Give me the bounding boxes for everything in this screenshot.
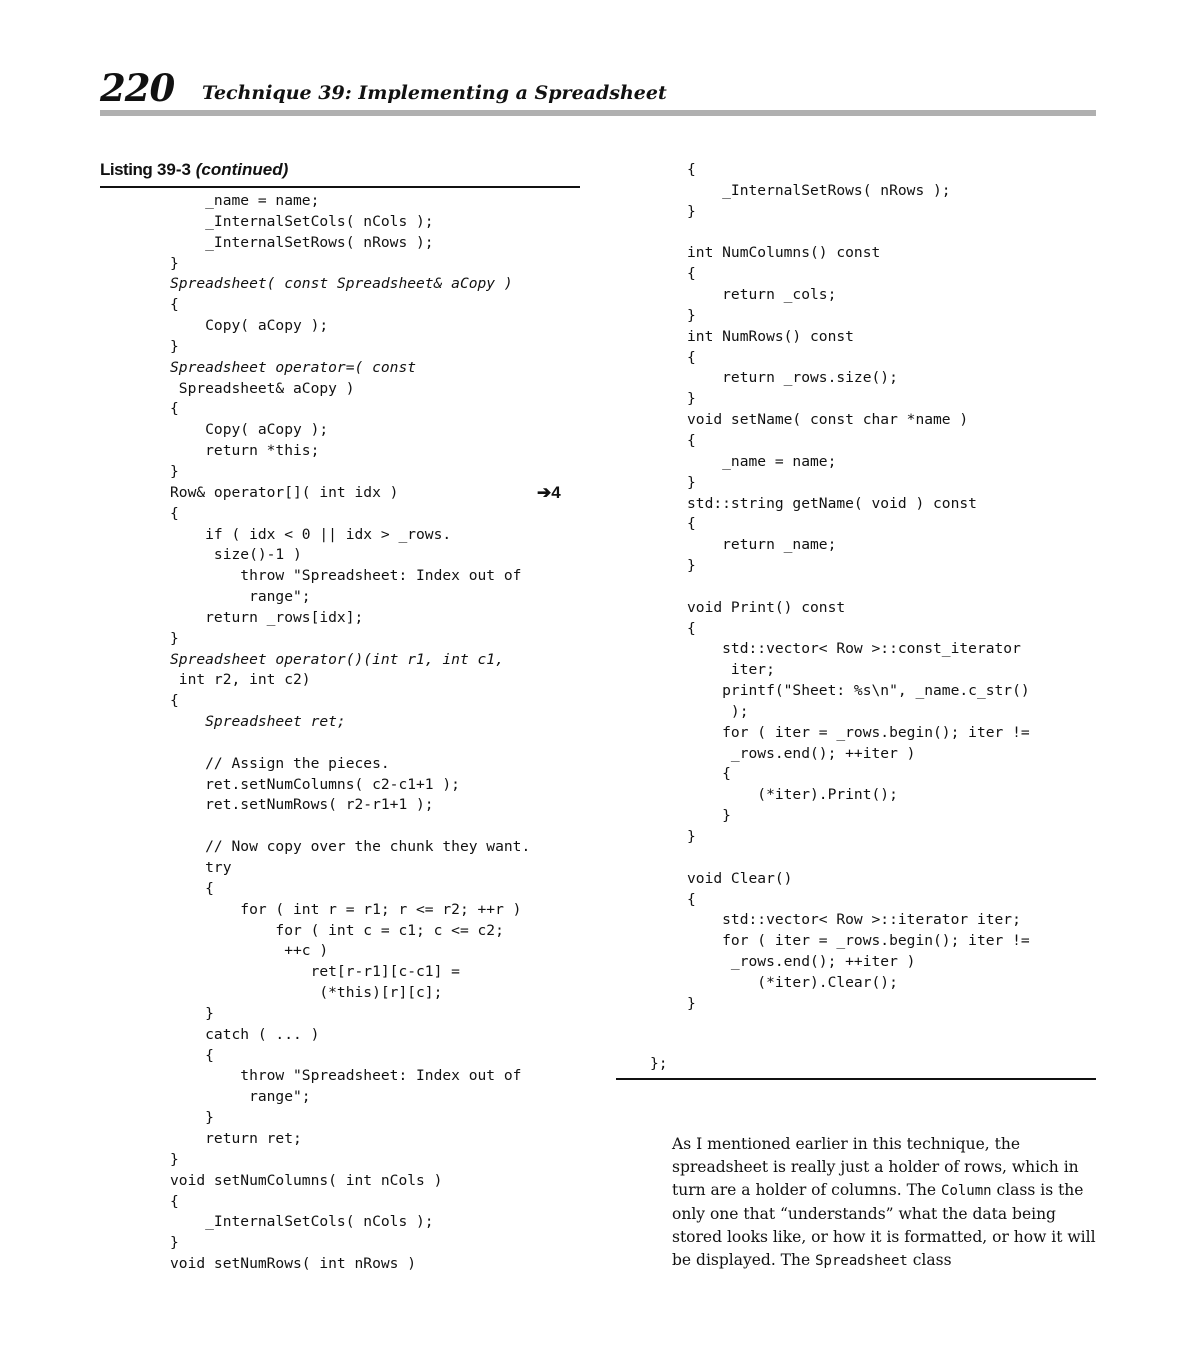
- code-line: {: [687, 765, 731, 783]
- code-line: return _rows.size();: [687, 369, 898, 387]
- code-line: Spreadsheet ret;: [170, 713, 346, 731]
- code-line: return _name;: [687, 536, 837, 554]
- code-line: }: [170, 1004, 214, 1022]
- code-line: void setName( const char *name ): [687, 411, 969, 429]
- code-line: return _cols;: [687, 286, 837, 304]
- code-line: _InternalSetRows( nRows );: [170, 233, 434, 251]
- code-line: }: [687, 807, 731, 825]
- code-line: [687, 848, 1030, 869]
- code-line: {: [687, 890, 696, 908]
- code-line: try: [170, 859, 232, 876]
- code-line: }: [170, 254, 179, 272]
- code-line: // Assign the pieces.: [170, 754, 390, 772]
- code-line: Spreadsheet& aCopy ): [170, 379, 355, 397]
- running-title: Technique 39: Implementing a Spreadsheet: [202, 82, 667, 104]
- code-line: }: [170, 1109, 214, 1127]
- code-line: for ( iter = _rows.begin(); iter !=: [687, 932, 1030, 950]
- code-line: {: [170, 296, 179, 314]
- code-line: std::vector< Row >::iterator iter;: [687, 911, 1021, 929]
- listing-label: Listing: [100, 160, 153, 179]
- code-right-column: [687, 160, 1030, 1015]
- code-line: // Now copy over the chunk they want.: [170, 838, 531, 856]
- code-line: {: [687, 515, 696, 533]
- code-line: return ret;: [170, 1129, 302, 1147]
- code-line: ret.setNumColumns( c2-c1+1 );: [170, 775, 460, 793]
- inline-code-column: Column: [941, 1183, 992, 1199]
- code-line: return _rows[idx];: [170, 608, 364, 626]
- code-line: (*iter).Print();: [687, 786, 898, 804]
- code-line: Spreadsheet operator=( const: [170, 358, 417, 376]
- code-line: void setNumRows( int nRows ): [170, 1255, 417, 1273]
- code-line: Spreadsheet operator()(int r1, int c1,: [170, 650, 504, 668]
- code-line: {: [170, 879, 214, 897]
- code-line: [170, 816, 530, 837]
- code-line: {: [170, 1046, 214, 1064]
- code-line: range";: [170, 588, 311, 606]
- code-line: void Clear(): [687, 869, 793, 887]
- code-line: void Print() const: [687, 598, 846, 616]
- code-line: Copy( aCopy );: [170, 421, 329, 439]
- code-line: {: [170, 1192, 179, 1210]
- code-line: _InternalSetCols( nCols );: [170, 212, 434, 230]
- code-line: (*this)[r][c];: [170, 984, 443, 1002]
- caption-rule: [100, 186, 580, 188]
- code-line: }: [687, 202, 696, 220]
- code-line: Row& operator[]( int idx ): [170, 483, 399, 501]
- code-end-brace: };: [650, 1055, 668, 1072]
- code-line: catch ( ... ): [170, 1025, 320, 1043]
- code-line: {: [687, 348, 696, 366]
- code-line: _name = name;: [170, 192, 320, 209]
- code-line: {: [170, 400, 179, 418]
- code-line: _InternalSetCols( nCols );: [170, 1213, 434, 1231]
- code-line: void setNumColumns( int nCols ): [170, 1171, 443, 1189]
- code-line: _rows.end(); ++iter ): [687, 744, 916, 762]
- code-line: printf("Sheet: %s\n", _name.c_str(): [687, 682, 1030, 700]
- body-paragraph: [672, 1133, 1097, 1273]
- code-line: }: [170, 1150, 179, 1168]
- code-line: {: [687, 431, 696, 449]
- code-line: ret.setNumRows( r2-r1+1 );: [170, 796, 434, 814]
- code-line: [687, 577, 1030, 598]
- code-line: int r2, int c2): [170, 671, 311, 689]
- code-line: throw "Spreadsheet: Index out of: [170, 1067, 522, 1085]
- code-line: iter;: [687, 661, 775, 679]
- code-line: {: [170, 504, 179, 522]
- code-line: _rows.end(); ++iter ): [687, 953, 916, 971]
- code-line: size()-1 ): [170, 546, 302, 564]
- code-line: int NumColumns() const: [687, 244, 881, 262]
- code-line: }: [687, 557, 696, 575]
- code-line: ret[r-r1][c-c1] =: [170, 963, 460, 981]
- code-line: for ( iter = _rows.begin(); iter !=: [687, 723, 1030, 741]
- code-line: _name = name;: [687, 452, 837, 470]
- code-line: );: [687, 702, 749, 720]
- code-line: {: [687, 265, 696, 283]
- code-line: _InternalSetRows( nRows );: [687, 181, 951, 199]
- listing-continued: (continued): [195, 160, 289, 179]
- listing-caption: [100, 160, 288, 180]
- code-line: }: [170, 337, 179, 355]
- code-line: {: [687, 161, 696, 178]
- code-line: throw "Spreadsheet: Index out of: [170, 567, 522, 585]
- inline-code-spreadsheet: Spreadsheet: [815, 1253, 908, 1269]
- header-rule: [100, 110, 1096, 116]
- code-line: Spreadsheet( const Spreadsheet& aCopy ): [170, 275, 513, 293]
- code-line: if ( idx < 0 || idx > _rows.: [170, 525, 452, 543]
- code-line: range";: [170, 1088, 311, 1106]
- page-number: 220: [100, 66, 175, 110]
- code-line: for ( int r = r1; r <= r2; ++r ): [170, 900, 522, 918]
- listing-end-rule: [616, 1078, 1096, 1080]
- code-line: int NumRows() const: [687, 327, 854, 345]
- code-line: }: [687, 390, 696, 408]
- code-line: }: [687, 473, 696, 491]
- code-line: return *this;: [170, 442, 320, 460]
- code-line: }: [687, 828, 696, 845]
- code-line: }: [687, 306, 696, 324]
- code-left-column: [170, 191, 530, 1275]
- code-line: }: [170, 629, 179, 647]
- code-callout: ➔4: [537, 483, 561, 502]
- listing-number: 39-3: [156, 160, 191, 179]
- body-text-3: class: [907, 1251, 952, 1269]
- code-line: for ( int c = c1; c <= c2;: [170, 921, 504, 939]
- code-line: [170, 733, 530, 754]
- code-line: }: [170, 462, 179, 480]
- code-line: std::string getName( void ) const: [687, 494, 977, 512]
- code-line: Copy( aCopy );: [170, 317, 329, 335]
- code-line: {: [170, 692, 179, 710]
- code-line: [687, 223, 1030, 244]
- body-text-2: class is the only one that “understands” what the data being stored looks like, or how it is formatted, or how it will be displayed. The: [672, 1181, 1096, 1269]
- code-line: std::vector< Row >::const_iterator: [687, 640, 1021, 658]
- code-line: }: [687, 994, 696, 1012]
- code-line: }: [170, 1234, 179, 1252]
- code-line: (*iter).Clear();: [687, 973, 898, 991]
- body-text-1: As I mentioned earlier in this technique, the spreadsheet is really just a holder of rows, which in turn are a holder of columns. The: [672, 1135, 1079, 1199]
- code-line: ++c ): [170, 942, 329, 960]
- code-line: {: [687, 619, 696, 637]
